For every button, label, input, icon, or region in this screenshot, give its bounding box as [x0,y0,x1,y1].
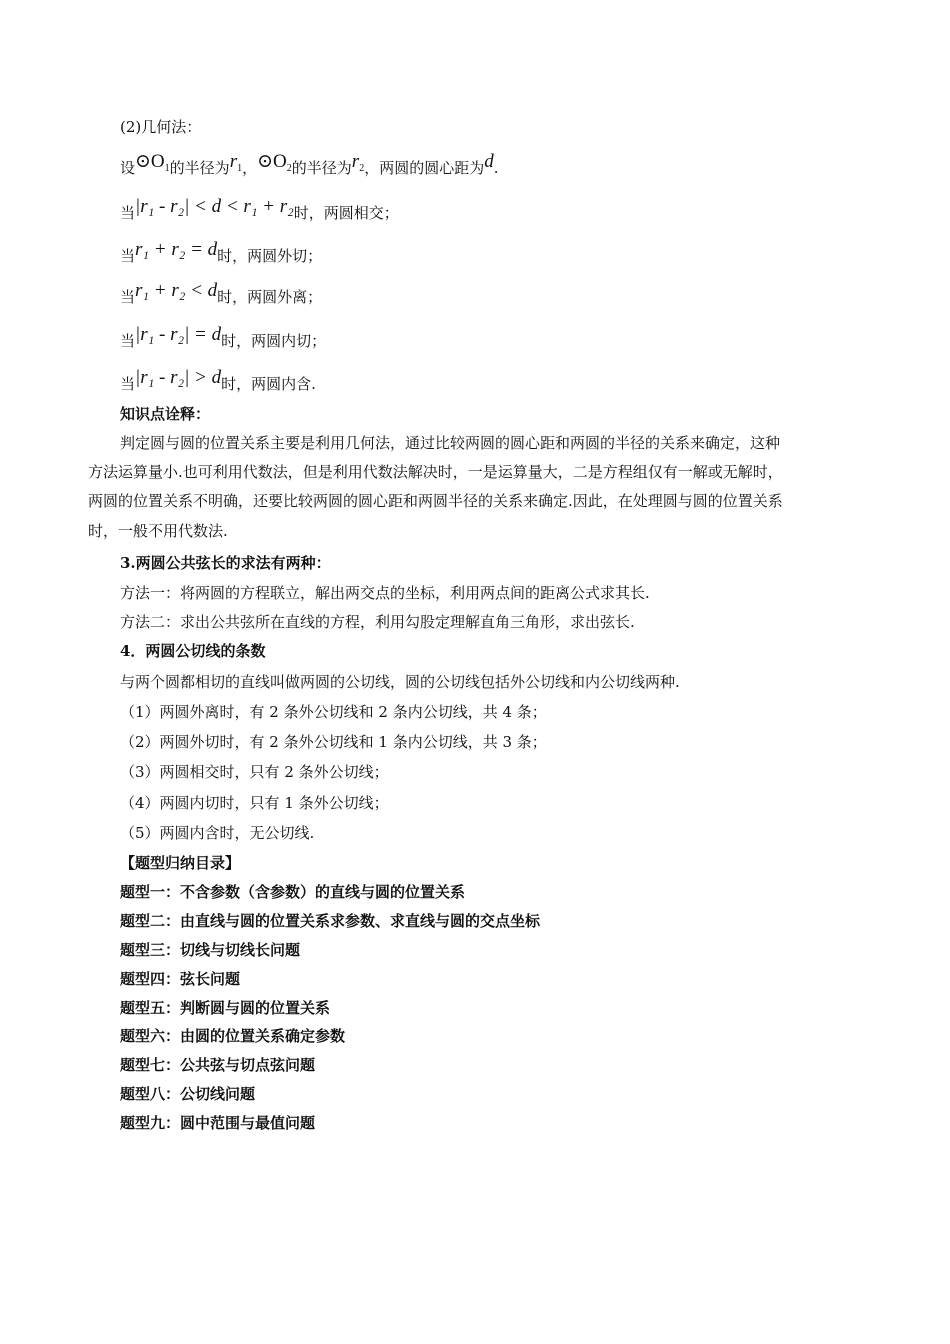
formula-separate: r₁ + r₂ < d [135,280,218,301]
circle-o2: $⊙O_2$ [257,151,292,174]
method-1: 方法一：将两圆的方程联立，解出两交点的坐标，利用两点间的距离公式求其长. [120,584,650,602]
formula-external-tangent: r₁ + r₂ = d [135,239,218,260]
tangent-case-1: （1）两圆外离时，有 2 条外公切线和 2 条内公切线，共 4 条； [120,703,547,721]
distance-d: d [484,151,494,172]
note-line-4: 时，一般不用代数法. [88,522,228,540]
tangent-intro: 与两个圆都相切的直线叫做两圆的公切线，圆的公切线包括外公切线和内公切线两种. [120,673,680,691]
section-4-title: 4．两圆公切线的条数 [120,642,266,660]
note-line-3: 两圆的位置关系不明确，还要比较两圆的圆心距和两圆半径的关系来确定.因此，在处理圆与圆的位置关系 [88,492,783,510]
toc-item-9: 题型九：圆中范围与最值问题 [120,1114,316,1132]
case-external-tangent: 当r₁ + r₂ = d时，两圆外切； [120,239,323,265]
formula-intersect: |r₁ - r₂| < d < r₁ + r₂ [135,196,294,217]
tangent-case-4: （4）两圆内切时，只有 1 条外公切线； [120,794,389,812]
note-title: 知识点诠释： [120,405,211,423]
section-3-title: 3.两圆公共弦长的求法有两种： [120,554,331,572]
tangent-case-5: （5）两圆内含时，无公切线. [120,824,315,842]
formula-internal-tangent: |r₁ - r₂| = d [135,324,222,345]
case-intersect: 当|r₁ - r₂| < d < r₁ + r₂时，两圆相交； [120,196,399,222]
toc-item-6: 题型六：由圆的位置关系确定参数 [120,1027,346,1045]
note-line-1: 判定圆与圆的位置关系主要是利用几何法，通过比较两圆的圆心距和两圆的半径的关系来确定，这种 [120,434,781,452]
toc-item-3: 题型三：切线与切线长问题 [120,941,301,959]
toc-item-1: 题型一：不含参数（含参数）的直线与圆的位置关系 [120,883,466,901]
setup-line: 设$⊙O_1$的半径为$r_1$，$⊙O_2$的半径为$r_2$，两圆的圆心距为d. [120,151,499,177]
circle-o1: $⊙O_1$ [135,151,170,174]
section-2-title: (2)几何法： [120,118,202,136]
formula-contained: |r₁ - r₂| > d [135,367,222,388]
toc-title: 【题型归纳目录】 [120,854,241,872]
toc-item-7: 题型七：公共弦与切点弦问题 [120,1056,316,1074]
radius-r2: $r_2$ [351,151,365,174]
case-contained: 当|r₁ - r₂| > d时，两圆内含. [120,367,316,393]
toc-item-2: 题型二：由直线与圆的位置关系求参数、求直线与圆的交点坐标 [120,912,541,930]
toc-item-5: 题型五：判断圆与圆的位置关系 [120,999,331,1017]
radius-r1: $r_1$ [229,151,243,174]
toc-item-4: 题型四：弦长问题 [120,970,241,988]
tangent-case-2: （2）两圆外切时，有 2 条外公切线和 1 条内公切线，共 3 条； [120,733,547,751]
tangent-case-3: （3）两圆相交时，只有 2 条外公切线； [120,763,389,781]
toc-item-8: 题型八：公切线问题 [120,1085,256,1103]
case-internal-tangent: 当|r₁ - r₂| = d时，两圆内切； [120,324,327,350]
note-line-2: 方法运算量小.也可利用代数法，但是利用代数法解决时，一是运算量大，二是方程组仅有一解或无解时， [88,463,783,481]
method-2: 方法二：求出公共弦所在直线的方程，利用勾股定理解直角三角形，求出弦长. [120,613,635,631]
case-separate: 当r₁ + r₂ < d时，两圆外离； [120,280,323,306]
